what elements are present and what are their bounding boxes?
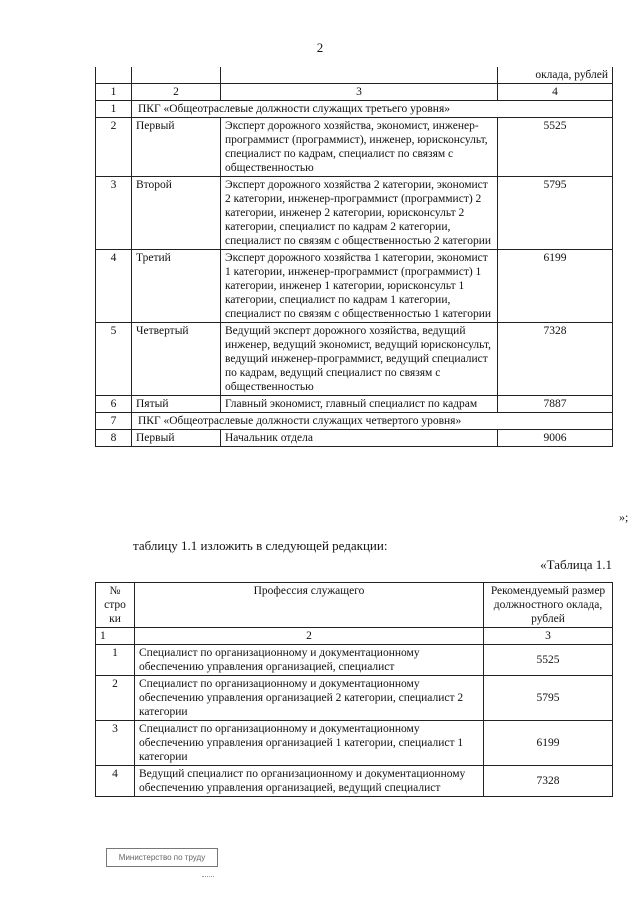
header-cell <box>96 67 132 84</box>
table-row <box>96 177 613 250</box>
row-number: 2 <box>96 676 135 721</box>
salary-cell: 7328 <box>484 766 613 797</box>
group-row <box>96 413 613 430</box>
column-number-row <box>96 84 613 101</box>
profession-cell: Специалист по организационному и документационному обеспечению управления организацией 2 категории, специалист 2 категории <box>135 676 484 721</box>
salary-cell: 7328 <box>498 323 613 396</box>
row-number: 2 <box>96 118 132 177</box>
table-header-row <box>96 583 613 628</box>
row-number: 3 <box>96 721 135 766</box>
row-number: 1 <box>96 645 135 676</box>
row-number: 6 <box>96 396 132 413</box>
table-header-row <box>96 67 613 84</box>
qualification-level: Второй <box>132 177 221 250</box>
table-row <box>96 396 613 413</box>
qualification-level: Первый <box>132 430 221 447</box>
table-row <box>96 323 613 396</box>
table-row <box>96 430 613 447</box>
salary-cell: 5795 <box>484 676 613 721</box>
profession-cell: Специалист по организационному и документационному обеспечению управления организацией, специалист <box>135 645 484 676</box>
row-number: 3 <box>96 177 132 250</box>
row-number: 7 <box>96 413 132 430</box>
table-caption: «Таблица 1.1 <box>540 557 612 572</box>
group-row <box>96 101 613 118</box>
header-cell <box>132 67 221 84</box>
column-number: 2 <box>132 84 221 101</box>
salary-cell: 9006 <box>498 430 613 447</box>
row-number: 5 <box>96 323 132 396</box>
salary-cell: 6199 <box>498 250 613 323</box>
qualification-level: Пятый <box>132 396 221 413</box>
column-number-row <box>96 628 613 645</box>
salary-cell: 5795 <box>498 177 613 250</box>
group-title: ПКГ «Общеотраслевые должности служащих четвертого уровня» <box>132 413 613 430</box>
header-cell <box>221 67 498 84</box>
column-number: 3 <box>221 84 498 101</box>
positions-cell: Эксперт дорожного хозяйства, экономист, инженер-программист (программист), инженер, юрисконсульт, специалист по кадрам, специалист по связям с общественностью <box>221 118 498 177</box>
group-title: ПКГ «Общеотраслевые должности служащих третьего уровня» <box>132 101 613 118</box>
divider <box>202 876 214 877</box>
row-number: 4 <box>96 250 132 323</box>
column-number: 2 <box>135 628 484 645</box>
salary-table-specialists <box>95 582 613 797</box>
salary-cell: 7887 <box>498 396 613 413</box>
qualification-level: Первый <box>132 118 221 177</box>
stamp: Министерство по труду <box>106 848 218 867</box>
table-row <box>96 250 613 323</box>
header-cell-salary: Рекомендуемый размер должностного оклада, рублей <box>484 583 613 628</box>
salary-cell: 5525 <box>484 645 613 676</box>
row-number: 8 <box>96 430 132 447</box>
salary-table-pkg <box>95 67 613 447</box>
table-row <box>96 721 613 766</box>
row-number: 4 <box>96 766 135 797</box>
positions-cell: Эксперт дорожного хозяйства 2 категории, экономист 2 категории, инженер-программист (программист) 2 категории, инженер 2 категории, юрисконсульт 2 категории, специалист по кадрам 2 категории, специалист по связям с общественностью 2 категории <box>221 177 498 250</box>
table-row <box>96 645 613 676</box>
qualification-level: Третий <box>132 250 221 323</box>
column-number: 4 <box>498 84 613 101</box>
positions-cell: Эксперт дорожного хозяйства 1 категории, экономист 1 категории, инженер-программист (программист) 1 категории, инженер 1 категории, юрисконсульт 1 категории, специалист по кадрам 1 категории, специалист по связям с общественностью 1 категории <box>221 250 498 323</box>
column-number: 1 <box>96 84 132 101</box>
table-row <box>96 766 613 797</box>
positions-cell: Начальник отдела <box>221 430 498 447</box>
profession-cell: Ведущий специалист по организационному и документационному обеспечению управления организацией, ведущий специалист <box>135 766 484 797</box>
table-row <box>96 676 613 721</box>
header-cell-profession: Профессия служащего <box>135 583 484 628</box>
qualification-level: Четвертый <box>132 323 221 396</box>
column-number: 1 <box>96 628 135 645</box>
header-cell-num: № стро ки <box>96 583 135 628</box>
positions-cell: Ведущий эксперт дорожного хозяйства, ведущий инженер, ведущий экономист, ведущий юрисконсульт, ведущий инженер-программист, ведущий специалист по кадрам, ведущий специалист по связям с общественностью <box>221 323 498 396</box>
header-cell-salary: оклада, рублей <box>498 67 613 84</box>
column-number: 3 <box>484 628 613 645</box>
profession-cell: Специалист по организационному и документационному обеспечению управления организацией 1 категории, специалист 1 категории <box>135 721 484 766</box>
salary-cell: 6199 <box>484 721 613 766</box>
positions-cell: Главный экономист, главный специалист по кадрам <box>221 396 498 413</box>
page-number: 2 <box>316 40 324 55</box>
instruction-text: таблицу 1.1 изложить в следующей редакции: <box>133 538 388 553</box>
quote-end: »; <box>619 510 629 524</box>
row-number: 1 <box>96 101 132 118</box>
table-row <box>96 118 613 177</box>
salary-cell: 5525 <box>498 118 613 177</box>
